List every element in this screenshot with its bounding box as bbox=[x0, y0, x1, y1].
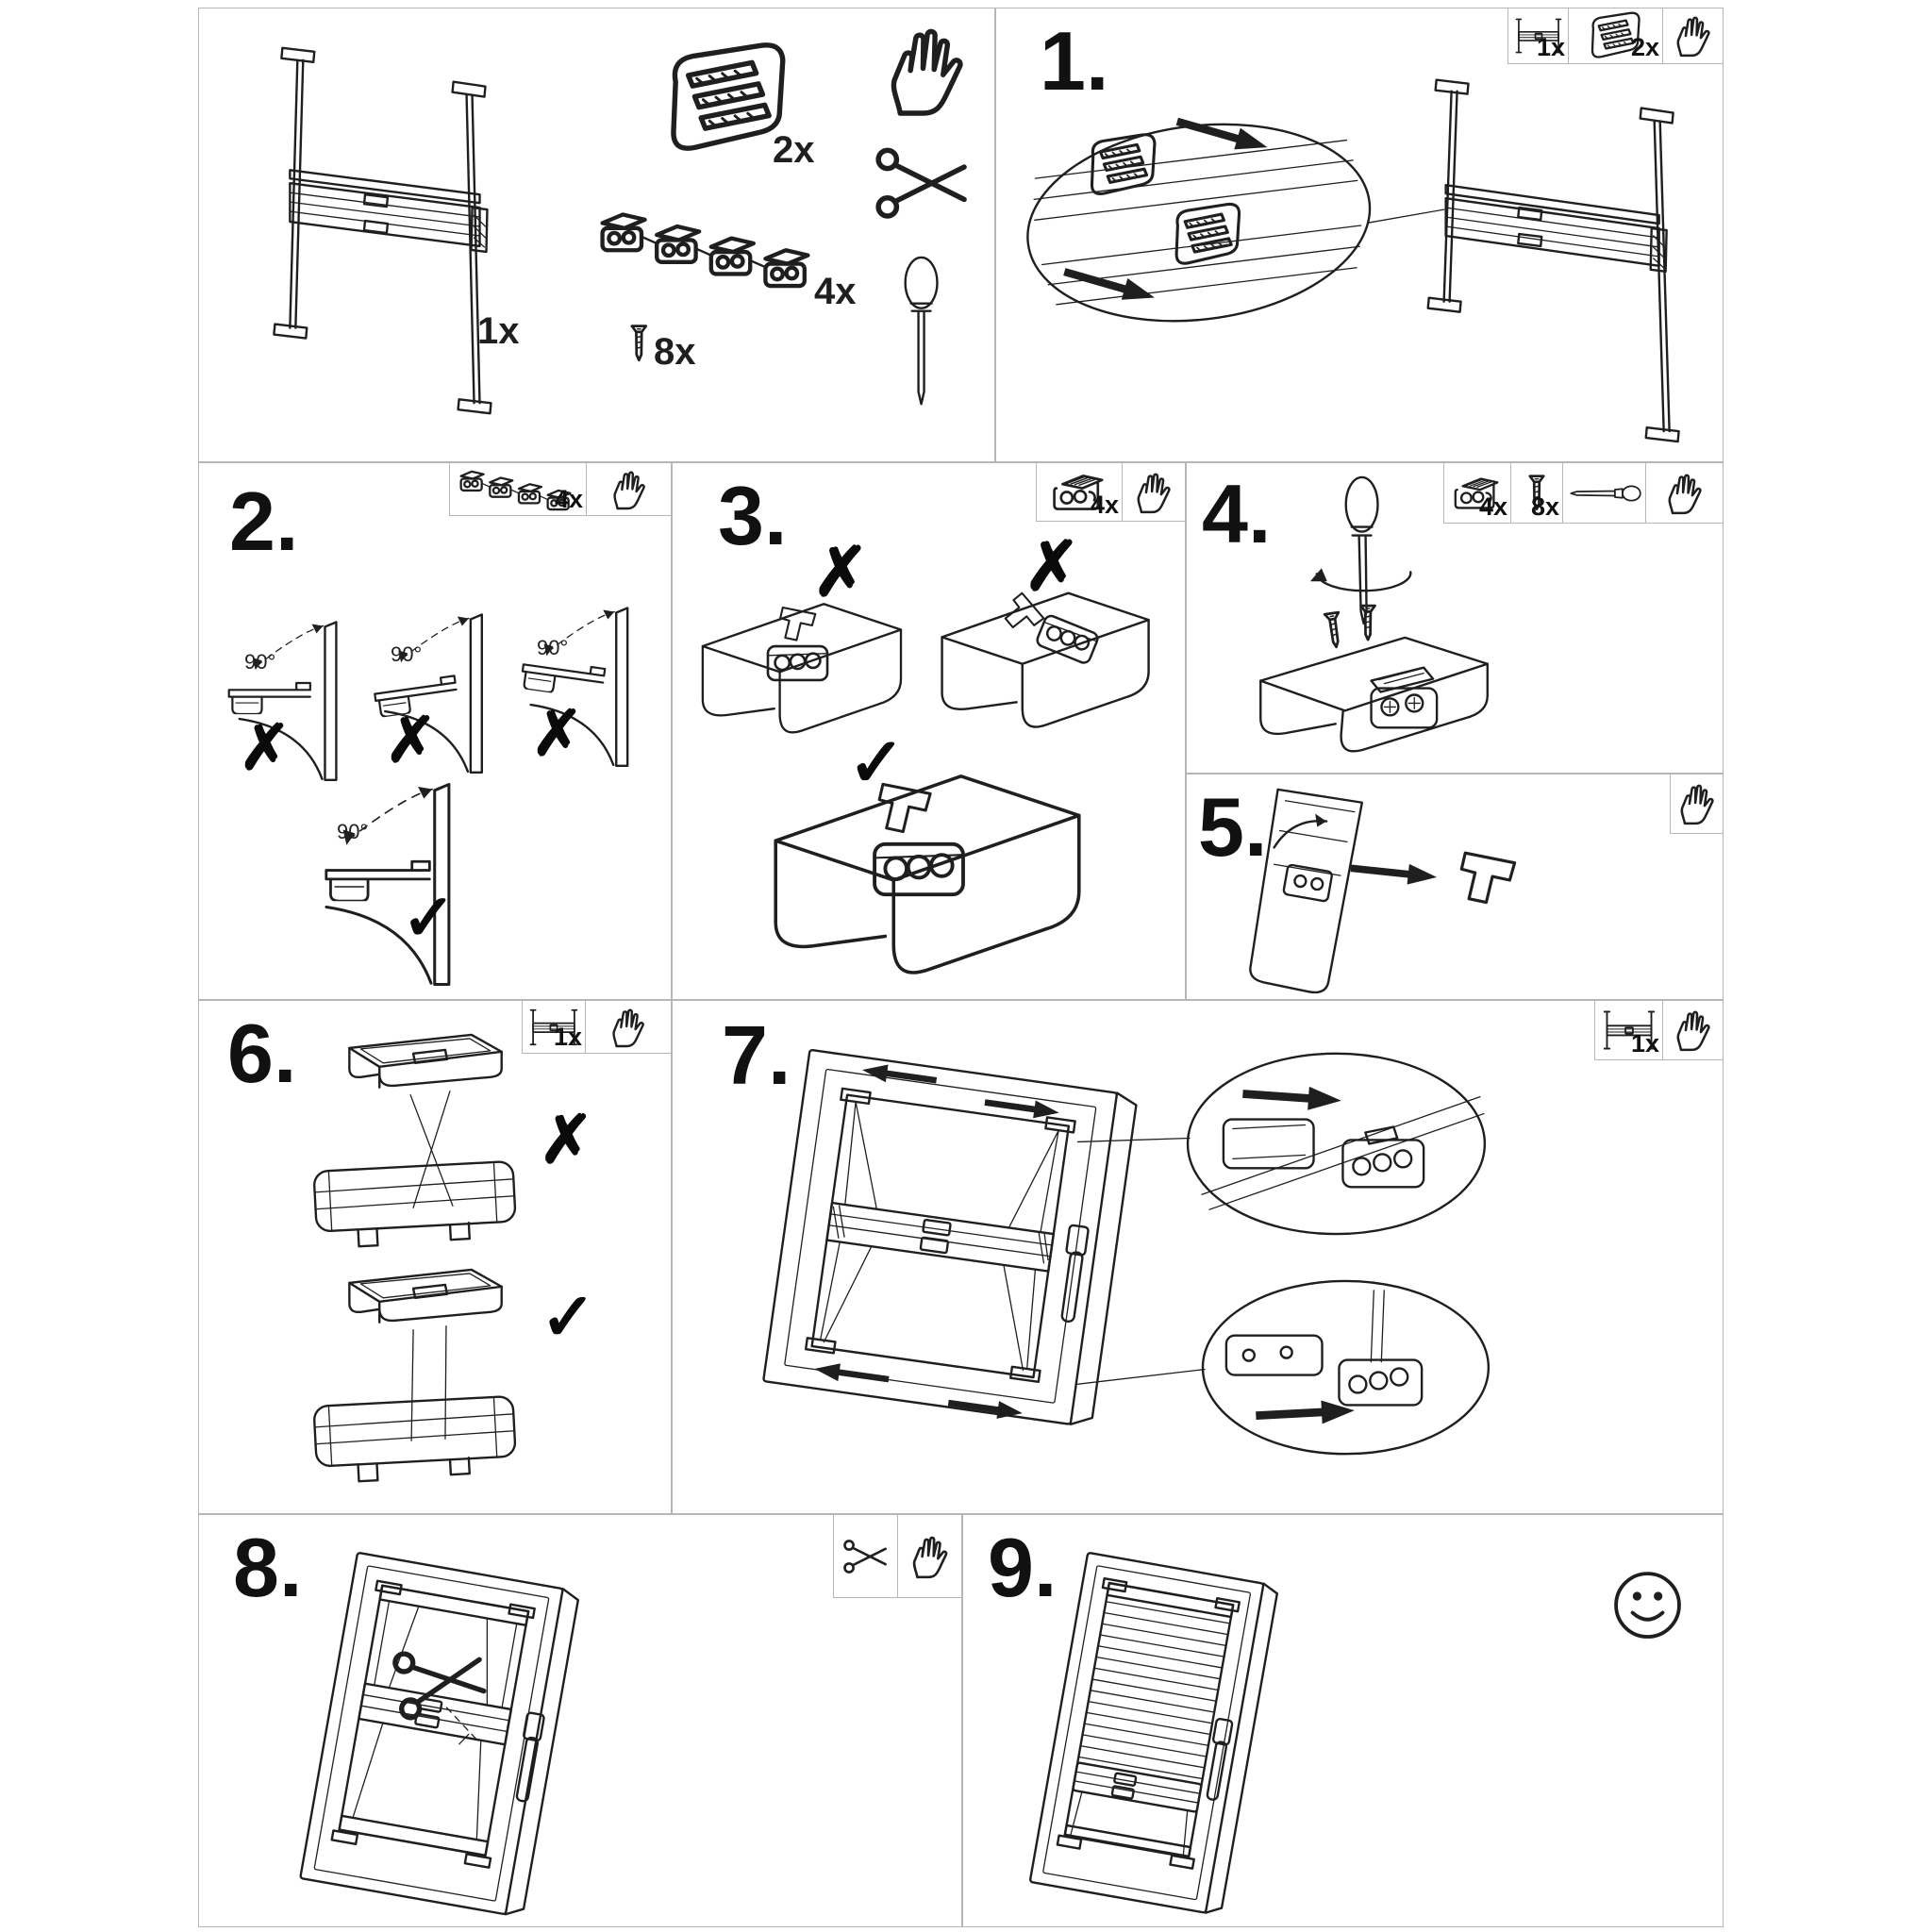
callout-blind-assembly bbox=[1595, 1001, 1662, 1059]
step-7-callout bbox=[1594, 1000, 1724, 1060]
cover-piece-drawing bbox=[1461, 853, 1514, 902]
hand-icon bbox=[1665, 472, 1705, 515]
wrong-mark: ✗ bbox=[812, 535, 870, 610]
step-1-number: 1. bbox=[1040, 14, 1109, 108]
panel-step-9 bbox=[962, 1514, 1724, 1927]
callout-bracket bbox=[1444, 463, 1510, 523]
frame-corner-drawing bbox=[1260, 638, 1488, 751]
callout-qty: 2x bbox=[1630, 33, 1659, 61]
correct-mark: ✓ bbox=[541, 1280, 596, 1354]
callout-scissors bbox=[834, 1515, 897, 1597]
panel-step-8 bbox=[198, 1514, 962, 1927]
magnifier-top-bracket bbox=[1188, 1054, 1485, 1234]
callout-clamp bbox=[1568, 8, 1662, 63]
window-drawing bbox=[1030, 1553, 1278, 1916]
correct-mark: ✓ bbox=[848, 725, 906, 801]
hand-icon bbox=[609, 1007, 647, 1048]
callout-hand bbox=[1645, 463, 1723, 523]
step-9-number: 9. bbox=[988, 1521, 1058, 1614]
callout-hand bbox=[897, 1515, 961, 1597]
step-3-callout bbox=[1036, 462, 1186, 522]
scissors-icon bbox=[842, 1536, 890, 1577]
step-2-number: 2. bbox=[229, 475, 299, 568]
crossed-cords-wrong bbox=[313, 1035, 516, 1249]
callout-screwdriver bbox=[1562, 463, 1645, 523]
panel-parts-overview bbox=[198, 8, 995, 462]
scissors-icon bbox=[878, 150, 964, 216]
panel-step-1 bbox=[995, 8, 1724, 462]
blind-assembly-qty: 1x bbox=[477, 310, 520, 352]
callout-screw bbox=[1510, 463, 1562, 523]
wrong-mark: ✗ bbox=[239, 712, 291, 782]
hand-icon bbox=[1674, 1008, 1713, 1052]
step-8-number: 8. bbox=[233, 1521, 303, 1614]
callout-qty: 1x bbox=[1630, 1029, 1659, 1058]
callout-bracket-strip bbox=[450, 463, 586, 515]
screw-part-icon bbox=[632, 326, 646, 360]
callout-hand bbox=[1671, 774, 1723, 833]
screwdriver-icon bbox=[906, 258, 938, 404]
step-1-callout bbox=[1507, 8, 1724, 64]
callout-qty: 1x bbox=[553, 1023, 582, 1051]
straight-cords-correct bbox=[313, 1270, 516, 1484]
panel-step-4 bbox=[1186, 462, 1724, 774]
callout-qty: 4x bbox=[1090, 491, 1119, 519]
smiley-icon bbox=[1616, 1574, 1679, 1637]
wrong-mark: ✗ bbox=[1024, 529, 1081, 605]
callout-qty: 4x bbox=[1478, 492, 1507, 521]
callout-hand bbox=[1662, 1001, 1723, 1059]
hand-icon bbox=[1134, 471, 1174, 514]
callout-blind-assembly bbox=[1508, 8, 1568, 63]
clamp-qty: 2x bbox=[773, 129, 815, 171]
screw-drawing bbox=[1324, 612, 1343, 648]
step-4-number: 4. bbox=[1202, 467, 1272, 560]
callout-bracket bbox=[1037, 463, 1122, 521]
callout-qty: 1x bbox=[1536, 33, 1565, 61]
callout-qty: 4x bbox=[554, 485, 583, 513]
callout-hand bbox=[586, 463, 671, 515]
callout-qty: 8x bbox=[1530, 492, 1559, 521]
window-drawing bbox=[762, 1050, 1137, 1432]
hand-icon bbox=[909, 1534, 951, 1579]
blind-assembly-small bbox=[1428, 80, 1679, 441]
hand-icon bbox=[610, 469, 648, 510]
screwdriver-icon bbox=[1567, 483, 1642, 504]
angle-label: 90° bbox=[244, 650, 276, 674]
step-5-number: 5. bbox=[1198, 780, 1268, 874]
step-9-art bbox=[963, 1515, 1723, 1926]
step-7-number: 7. bbox=[722, 1008, 791, 1102]
panel-step-5 bbox=[1186, 774, 1724, 1000]
wrong-mark: ✗ bbox=[539, 1103, 594, 1176]
screwdriver-drawing bbox=[1310, 477, 1410, 624]
step-2-callout bbox=[449, 462, 672, 516]
wrong-mark: ✗ bbox=[531, 698, 584, 768]
parts-overview-art bbox=[199, 8, 994, 461]
panel-step-7 bbox=[672, 1000, 1724, 1514]
step-3-number: 3. bbox=[718, 469, 788, 562]
hand-icon bbox=[893, 31, 960, 113]
correct-mark: ✓ bbox=[402, 882, 456, 954]
callout-hand bbox=[1662, 8, 1723, 63]
angle-label: 90° bbox=[391, 642, 423, 666]
hand-icon bbox=[1674, 14, 1713, 58]
magnifier-bottom-bracket bbox=[1203, 1281, 1489, 1454]
step-6-callout bbox=[522, 1000, 672, 1054]
clamp-part-icon bbox=[674, 45, 783, 148]
panel-step-3 bbox=[672, 462, 1186, 1000]
angle-label: 90° bbox=[537, 636, 569, 659]
callout-hand bbox=[585, 1001, 671, 1053]
step-4-callout bbox=[1443, 462, 1724, 524]
step-8-callout bbox=[833, 1514, 962, 1598]
blind-assembly-drawing bbox=[274, 48, 491, 413]
wrong-mark: ✗ bbox=[385, 705, 438, 774]
hand-icon bbox=[1677, 782, 1717, 825]
bracket-strip-qty: 4x bbox=[814, 271, 857, 312]
angle-label: 90° bbox=[337, 820, 369, 843]
screw-qty: 8x bbox=[654, 331, 696, 373]
bracket-strip-part-icon bbox=[603, 214, 808, 286]
step-6-number: 6. bbox=[227, 1007, 297, 1100]
callout-hand bbox=[1122, 463, 1185, 521]
step-5-callout bbox=[1670, 774, 1724, 834]
callout-blind-assembly bbox=[523, 1001, 585, 1053]
panel-step-2 bbox=[198, 462, 672, 1000]
window-drawing bbox=[300, 1553, 579, 1918]
panel-step-6 bbox=[198, 1000, 672, 1514]
step-7-art bbox=[673, 1001, 1723, 1513]
